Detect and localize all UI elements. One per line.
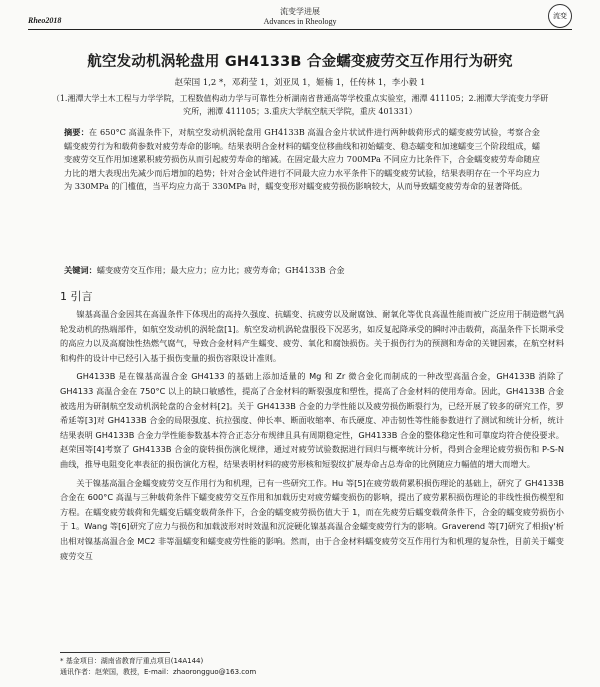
journal-name-cn: 流变学进展 <box>280 7 320 16</box>
abstract-text: 在 650°C 高温条件下，对航空发动机涡轮盘用 GH4133B 高温合金片状试件进行两种载荷形式的蠕变疲劳试验，考察合金蠕变疲劳行为和载荷参数对疲劳寿命的影响。结果表明合金材料的蠕变位移曲线和初始蠕变、稳态蠕变和加速蠕变三个阶段组成，蠕变疲劳交互作用加速累积疲劳损伤从而引起疲劳寿命的缩减。在固定最大应力 700MPa 不同应力比条件下，合金蠕变疲劳寿命随应力比的增大表现出先减少而后增加的趋势；针对合金试件进行不同最大应力水平条件下的蠕变疲劳试验，结果表明存在一个平均应力为 330MPa 的门槛值，当平均应力高于 330MPa 时，蠕变变形对蠕变疲劳损伤影响较大，从而导致蠕变疲劳寿命的显著降低。 <box>64 127 540 192</box>
footnote-fund: * 基金项目：湖南省教育厅重点项目(14A144) <box>60 657 204 665</box>
footnote-rule <box>60 652 170 653</box>
journal-logo-icon <box>548 4 572 28</box>
paragraph: GH4133B 是在镍基高温合金 GH4133 的基础上添加适量的 Mg 和 Zr 微合金化而制成的一种改型高温合金，GH4133B 消除了 GH4133 高温合金在 750°C 以上的缺口敏感性，提高了合金材料的断裂强度和塑性，提高了合金材料的使用寿命。因此，GH4133B 合金被选用为研制航空发动机涡轮盘的合金材料[2]。关于 GH4133B 合金的力学性能以及疲劳损伤断裂行为，已经开展了较多的研究工作，罗希延等[3]对 GH4133B 合金的局限强度、抗拉强度、伸长率、断面收缩率、布氏硬度、冲击韧性等性能参数进行了测试和统计分析，统计结果表明 GH4133B 合金力学性能参数基本符合正态分布规律且具有周期稳定性，GH4133B 合金的整体稳定性和可靠度均符合使役要求。赵荣国等[4]考察了 GH4133B 合金的旋转损伤演化规律，通过对疲劳试验数据进行回归与概率统计分析，得到合金理论疲劳损伤和 P-S-N 曲线，推导电阻变化率表征的损伤演化方程，结果表明材料的疲劳形核和短裂纹扩展寿命占总寿命的比例随应力幅值的增大而增大。 <box>60 371 564 469</box>
keywords <box>64 265 540 276</box>
section-body <box>60 307 564 567</box>
keywords-text: 蠕变疲劳交互作用；最大应力；应力比；疲劳寿命；GH4133B 合金 <box>96 265 345 275</box>
abstract-label: 摘要： <box>64 127 89 137</box>
journal-name-en: Advances in Rheology <box>263 17 337 26</box>
logo-text: 流变 <box>553 12 567 20</box>
footnote-contact: 通讯作者：赵荣国，教授，E-mail：zhaorongguo@163.com <box>60 668 257 676</box>
section-heading: 1 引言 <box>60 290 93 303</box>
paper-affiliation: （1.湘潭大学土木工程与力学学院，工程数值构动力学与可靠性分析湖南省普通高等学校重点实验室，湘潭 411105；2.湘潭大学流变力学研究所，湘潭 411105；3.重庆大学航空航天学院，重庆 401331） <box>51 94 549 116</box>
paper-title: 航空发动机涡轮盘用 GH4133B 合金蠕变疲劳交互作用行为研究 <box>87 54 513 70</box>
header-rule <box>28 29 572 30</box>
abstract <box>64 126 540 194</box>
keywords-label: 关键词： <box>64 265 97 275</box>
paragraph: 镍基高温合金因其在高温条件下体现出的高持久强度、抗蠕变、抗疲劳以及耐腐蚀、耐氧化等优良高温性能而被广泛应用于制造燃气涡轮发动机的热端部件，如航空发动机的涡轮盘[1]。航空发动机涡轮盘服役下况恶劣，如反复起降承受的瞬时冲击载荷，高温条件下长期承受的高应力以及高腐蚀性热燃气腐气，导致合金材料产生蠕变、疲劳、氧化和腐蚀损伤。关于损伤行为的预测和寿命的关键因素，在航空材料和构件的设计中已经引入基于损伤变量的损伤容限设计准则。 <box>60 309 564 363</box>
paper-authors: 赵荣国 1,2 *，邓莉莹 1，刘亚凤 1，姬楠 1，任传林 1，李小毅 1 <box>174 78 426 88</box>
journal-id: Rheo2018 <box>28 16 62 25</box>
running-header <box>28 4 572 32</box>
paragraph: 关于镍基高温合金蠕变疲劳交互作用行为和机理，已有一些研究工作。Hu 等[5]在疲劳载荷累积损伤理论的基础上，研究了 GH4133B 合金在 600°C 高温与三种载荷条件下蠕变疲劳交互作用和加载历史对疲劳蠕变损伤的影响，提出了疲劳累积损伤理论的非线性损伤模型和方程。在蠕变疲劳载荷和先蠕变后蠕变载荷条件下，合金的蠕变疲劳损伤值大于 1，而在先疲劳后蠕变载荷条件下，合金的蠕变疲劳损伤小于 1。Wang 等[6]研究了应力与损伤和加载波形对时效温和沉淀硬化镍基高温合金蠕变疲劳行为的影响。Graverend 等[7]研究了相损γ'析出相对镍基高温合金 MC2 非等温蠕变和蠕变疲劳性能的影响。然而，由于合金材料蠕变疲劳交互作用行为和机理的复杂性，目前关于蠕变疲劳交互 <box>60 477 564 561</box>
footnote <box>60 656 564 678</box>
